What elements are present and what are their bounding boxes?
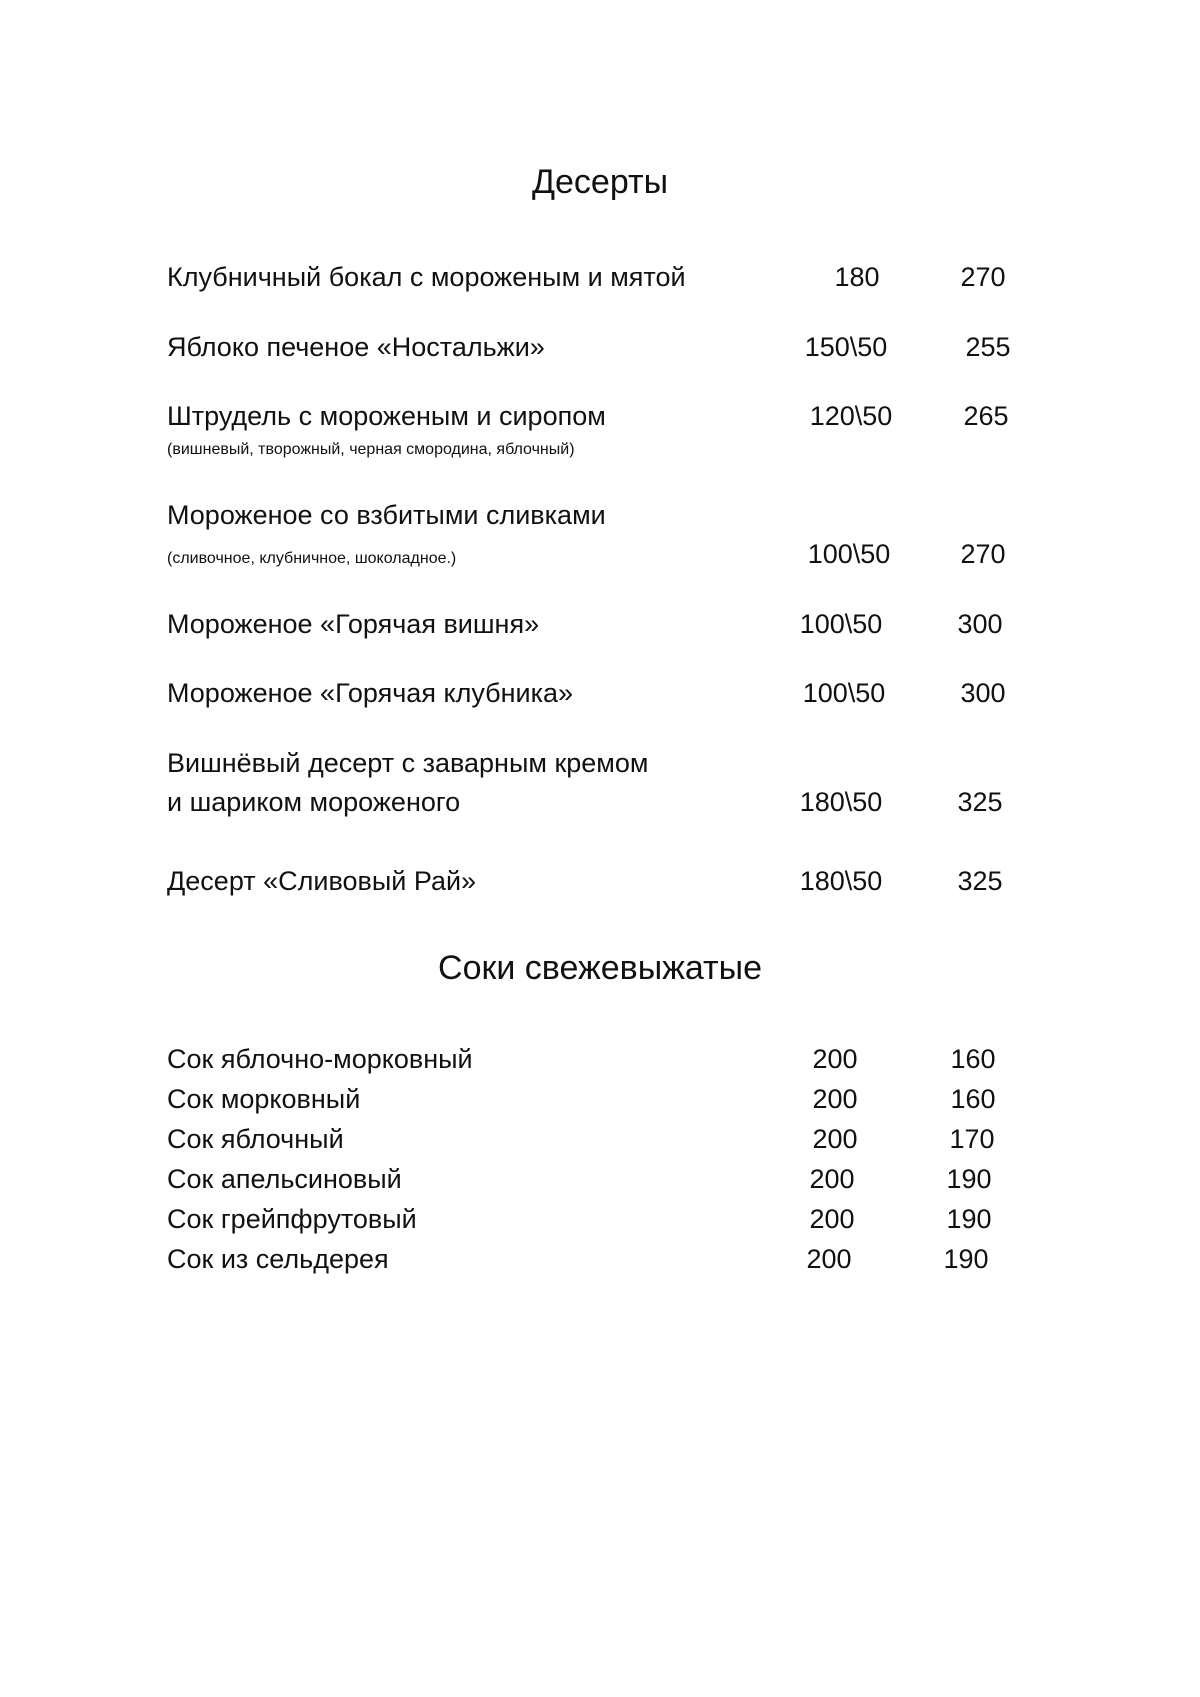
item-name: Десерт «Сливовый Рай» (167, 866, 477, 896)
item-price: 270 (960, 539, 1006, 569)
item-weight: 180\50 (799, 787, 883, 817)
item-volume: 200 (812, 1084, 858, 1114)
item-price: 190 (946, 1204, 992, 1234)
item-price: 190 (946, 1164, 992, 1194)
item-weight: 180 (834, 262, 880, 292)
item-price: 255 (965, 332, 1011, 362)
item-weight: 120\50 (809, 401, 893, 431)
item-name: Сок апельсиновый (167, 1164, 402, 1194)
item-name: Мороженое «Горячая вишня» (167, 609, 540, 639)
item-weight: 100\50 (799, 609, 883, 639)
item-name: Штрудель с мороженым и сиропом (167, 401, 606, 431)
item-name: Мороженое «Горячая клубника» (167, 678, 574, 708)
item-volume: 200 (809, 1164, 855, 1194)
item-weight: 180\50 (799, 866, 883, 896)
item-weight: 150\50 (804, 332, 888, 362)
item-name: Мороженое со взбитыми сливками (167, 500, 606, 530)
item-volume: 200 (812, 1124, 858, 1154)
item-weight: 100\50 (807, 539, 891, 569)
item-volume: 200 (806, 1244, 852, 1274)
item-name: Сок грейпфрутовый (167, 1204, 417, 1234)
item-name: Вишнёвый десерт с заварным кремом (167, 748, 649, 778)
item-volume: 200 (812, 1044, 858, 1074)
item-price: 190 (943, 1244, 989, 1274)
desserts-heading: Десерты (531, 163, 669, 201)
item-name-continued: и шариком мороженого (167, 787, 461, 817)
item-name: Сок яблочно-морковный (167, 1044, 473, 1074)
item-price: 160 (950, 1044, 996, 1074)
item-price: 270 (960, 262, 1006, 292)
item-name: Сок морковный (167, 1084, 361, 1114)
item-note: (сливочное, клубничное, шоколадное.) (167, 550, 457, 567)
juices-heading: Соки свежевыжатые (438, 949, 762, 987)
item-price: 170 (949, 1124, 995, 1154)
item-name: Сок из сельдерея (167, 1244, 389, 1274)
item-price: 325 (957, 866, 1003, 896)
item-price: 300 (960, 678, 1006, 708)
item-price: 300 (957, 609, 1003, 639)
item-price: 325 (957, 787, 1003, 817)
item-note: (вишневый, творожный, черная смородина, яблочный) (167, 441, 575, 458)
item-name: Яблоко печеное «Ностальжи» (167, 332, 545, 362)
item-name: Сок яблочный (167, 1124, 344, 1154)
item-price: 265 (963, 401, 1009, 431)
item-price: 160 (950, 1084, 996, 1114)
item-volume: 200 (809, 1204, 855, 1234)
item-weight: 100\50 (802, 678, 886, 708)
item-name: Клубничный бокал с мороженым и мятой (167, 262, 686, 292)
